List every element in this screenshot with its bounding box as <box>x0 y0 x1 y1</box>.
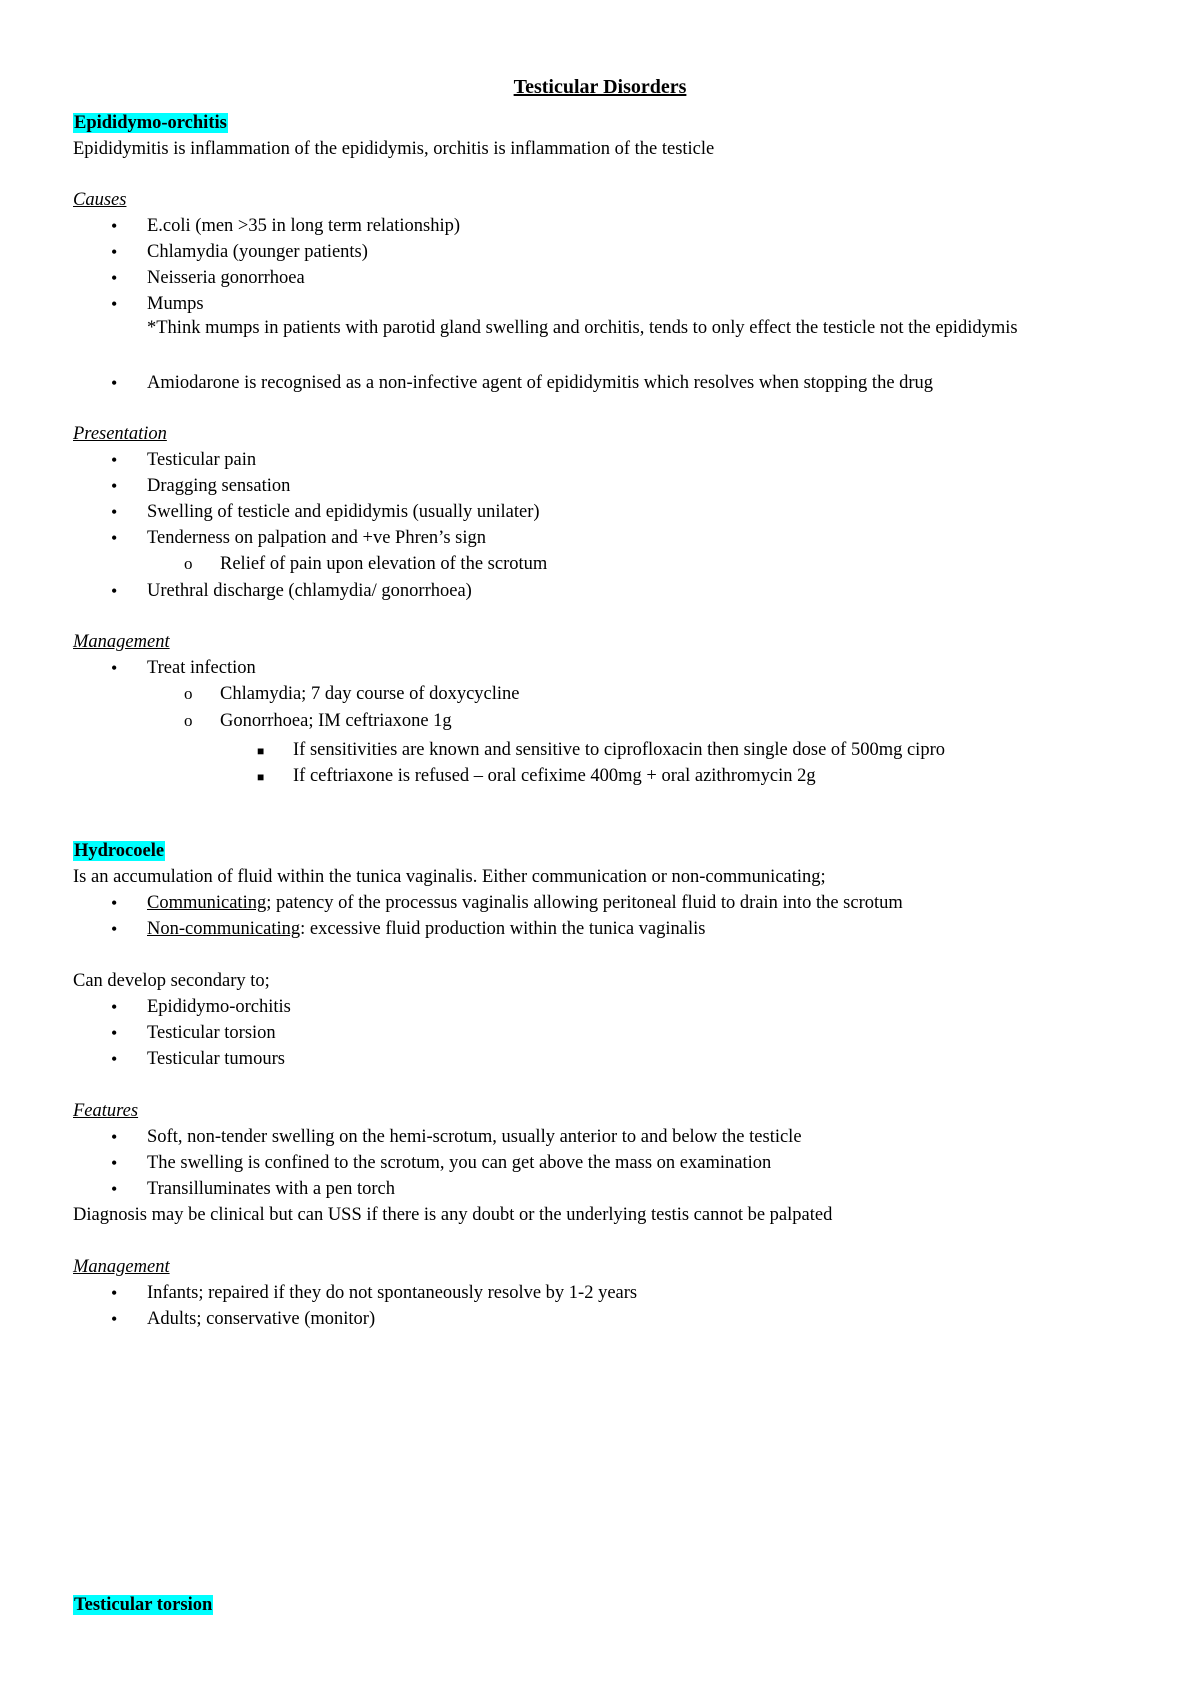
list-item: • Dragging sensation <box>111 476 291 496</box>
list-item: • Non-communicating: excessive fluid production within the tunica vaginalis <box>111 919 706 939</box>
section-intro: Is an accumulation of fluid within the tunica vaginalis. Either communication or non-communicating; <box>73 867 826 887</box>
list-item: • Amiodarone is recognised as a non-infective agent of epididymitis which resolves when stopping the drug <box>111 373 934 393</box>
list-item: • Testicular torsion <box>111 1023 276 1043</box>
list-item: • Treat infection <box>111 658 256 678</box>
list-item: • Testicular pain <box>111 450 257 470</box>
sub-list-item: o Relief of pain upon elevation of the scrotum <box>184 554 548 574</box>
list-item: • Neisseria gonorrhoea <box>111 268 305 288</box>
list-item: • The swelling is confined to the scrotum, you can get above the mass on examination <box>111 1153 772 1173</box>
list-item: • Urethral discharge (chlamydia/ gonorrhoea) <box>111 581 472 601</box>
list-item: • Epididymo-orchitis <box>111 997 291 1017</box>
list-item: • Adults; conservative (monitor) <box>111 1309 376 1329</box>
list-item: • Mumps <box>111 294 204 314</box>
section-intro: Epididymitis is inflammation of the epididymis, orchitis is inflammation of the testicle <box>73 139 715 159</box>
sub-list-item: o Gonorrhoea; IM ceftriaxone 1g <box>184 711 452 731</box>
mumps-note: *Think mumps in patients with parotid gland swelling and orchitis, tends to only effect the testicle not the epididymis <box>147 318 1018 338</box>
sub-sub-list-item: ■ If sensitivities are known and sensitive to ciprofloxacin then single dose of 500mg cipro <box>257 740 945 760</box>
list-item: • Soft, non-tender swelling on the hemi-scrotum, usually anterior to and below the testicle <box>111 1127 802 1147</box>
sub-sub-list-item: ■ If ceftriaxone is refused – oral cefixime 400mg + oral azithromycin 2g <box>257 766 816 786</box>
list-item: • Swelling of testicle and epididymis (usually unilater) <box>111 502 540 522</box>
section-heading-testicular-torsion: Testicular torsion <box>74 1595 213 1615</box>
diagnosis-text: Diagnosis may be clinical but can USS if there is any doubt or the underlying testis cannot be palpated <box>73 1205 833 1225</box>
subheading-management: Management <box>73 632 170 652</box>
subheading-management: Management <box>73 1257 170 1277</box>
page-title: Testicular Disorders <box>513 76 687 98</box>
subheading-features: Features <box>73 1101 139 1121</box>
list-item: • Tenderness on palpation and +ve Phren’s sign <box>111 528 486 548</box>
subheading-causes: Causes <box>73 190 127 210</box>
list-item: • Transilluminates with a pen torch <box>111 1179 396 1199</box>
sub-list-item: o Chlamydia; 7 day course of doxycycline <box>184 684 520 704</box>
section-heading-epididymo-orchitis: Epididymo-orchitis <box>74 113 227 133</box>
section-heading-hydrocoele: Hydrocoele <box>74 841 165 861</box>
list-item: • Infants; repaired if they do not spontaneously resolve by 1-2 years <box>111 1283 638 1303</box>
list-item: • Chlamydia (younger patients) <box>111 242 368 262</box>
subheading-presentation: Presentation <box>73 424 167 444</box>
list-item: • Communicating; patency of the processus vaginalis allowing peritoneal fluid to drain into the scrotum <box>111 893 903 913</box>
list-item: • E.coli (men >35 in long term relationship) <box>111 216 461 236</box>
list-item: • Testicular tumours <box>111 1049 285 1069</box>
secondary-intro: Can develop secondary to; <box>73 971 270 991</box>
